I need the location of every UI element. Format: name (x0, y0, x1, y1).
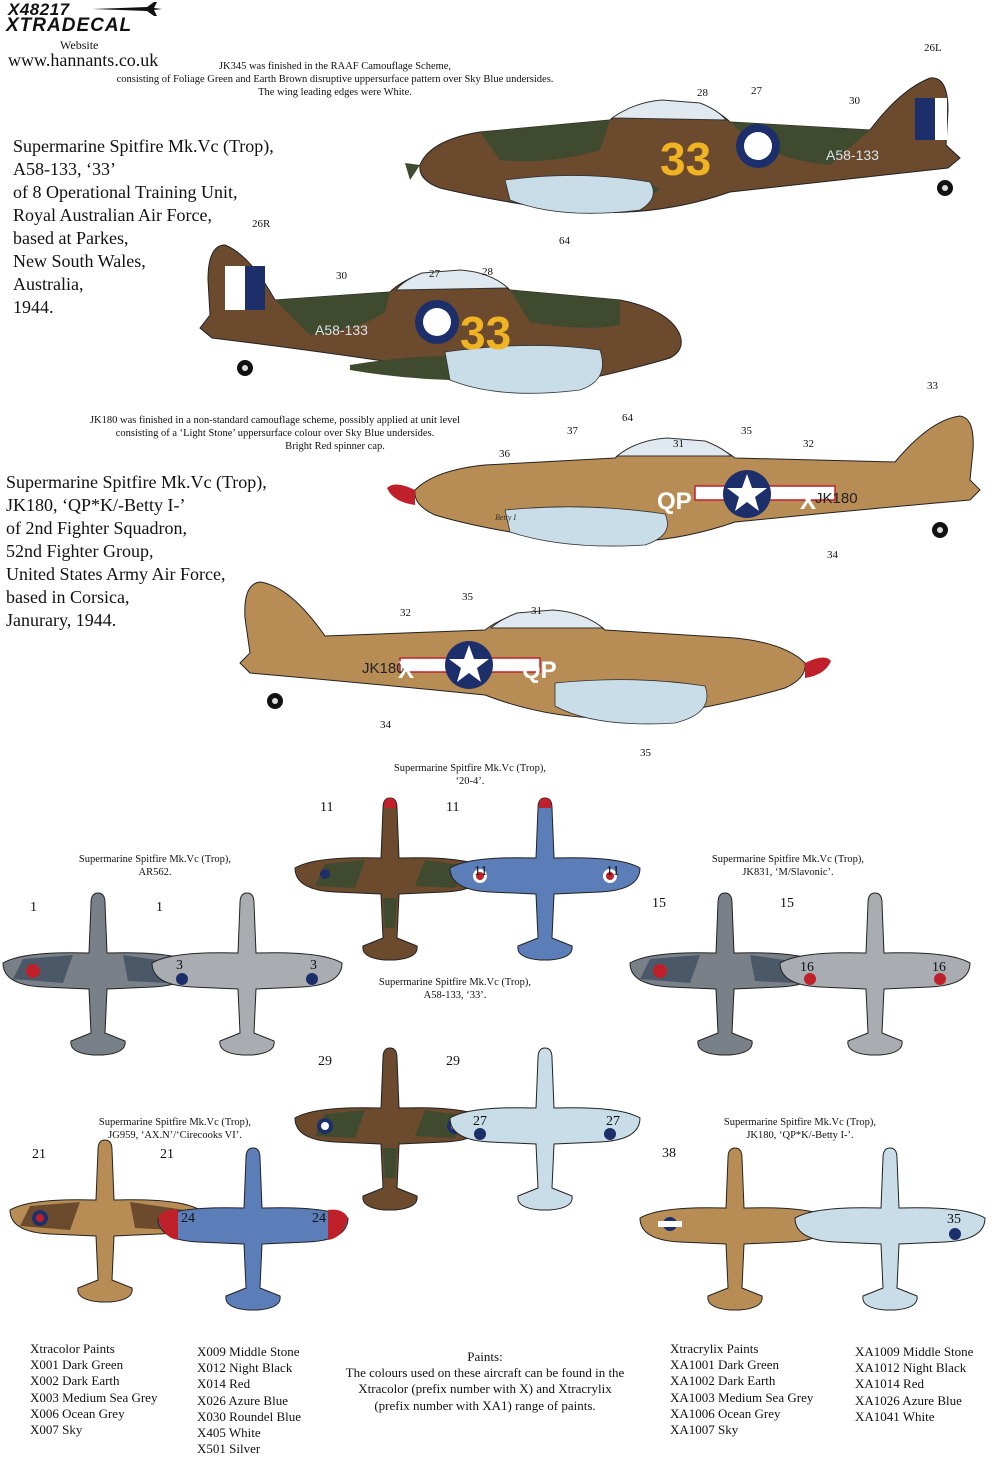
num-a58-bot-l: 27 (473, 1114, 487, 1129)
serial-usaaf-left: JK180 (815, 490, 858, 507)
num-ar562-top-r: 1 (156, 900, 163, 915)
caption-jg959: Supermarine Spitfire Mk.Vc (Trop), JG959, ‘AX.N’/‘Cirecooks VI’. (98, 1117, 252, 1141)
code-x-right: X (398, 657, 415, 684)
profile-raaf-right (200, 240, 700, 410)
callout-28b: 28 (482, 266, 493, 278)
paints-xtracolor-2: X009 Middle Stone X012 Night Black X014 Red X026 Azure Blue X030 Roundel Blue X405 White X501 Silver (197, 1344, 301, 1457)
num-204-bot-l: 11 (474, 864, 488, 879)
website-url[interactable]: www.hannants.co.uk (8, 50, 159, 70)
brand-logo: XTRADECAL (6, 15, 133, 36)
callout-32d: 32 (400, 607, 411, 619)
callout-64: 64 (559, 235, 570, 247)
callout-35d: 35 (462, 591, 473, 603)
plan-ar562-bottom (152, 893, 342, 1055)
paints-info: Paints: The colours used on these aircraft can be found in the Xtracolor (prefix number with X) and Xtracrylix (prefix number with XA1) range of paints. (345, 1349, 625, 1413)
note-jk180: JK180 was finished in a non-standard camouflage scheme, possibly applied at unit level consisting of a ‘Light Stone’ uppersurface colour over Sky Blue undersides. Bright Red spinner cap. (89, 415, 461, 452)
paints-xtracrylix: Xtracrylix Paints XA1001 Dark Green XA1002 Dark Earth XA1003 Medium Sea Grey XA1006 Ocean Grey XA1007 Sky (670, 1341, 814, 1438)
title-usaaf: Supermarine Spitfire Mk.Vc (Trop), JK180, ‘QP*K/-Betty I-’ of 2nd Fighter Squadron, 52nd Fighter Group, United States Army Air Force, based in Corsica, Janurary, 1944. (6, 472, 267, 630)
note-jk345: JK345 was finished in the RAAF Camouflage Scheme, consisting of Foliage Green and Earth Brown disruptive uppersurface pattern over Sky Blue undersides. The wing leading edges were White. (116, 61, 554, 98)
website-label: Website (60, 38, 99, 52)
callout-35c: 35 (741, 425, 752, 437)
aircraft-logo-icon (92, 2, 162, 16)
num-jk180-bot: 35 (947, 1212, 961, 1227)
plan-jk180-bottom (795, 1148, 985, 1310)
num-ar562-bot-r: 3 (310, 958, 317, 973)
callout-37c: 37 (567, 425, 578, 437)
serial-raaf-right: A58-133 (315, 322, 368, 338)
paints-xtracolor: Xtracolor Paints X001 Dark Green X002 Dark Earth X003 Medium Sea Grey X006 Ocean Grey X007 Sky (30, 1341, 158, 1438)
nose-art-left: Betty I (495, 513, 517, 522)
serial-usaaf-right: JK180 (362, 660, 405, 677)
callout-27: 27 (751, 85, 762, 97)
num-jk831-top-l: 15 (652, 896, 666, 911)
num-jk831-bot-l: 16 (800, 960, 814, 975)
num-jk180-top: 38 (662, 1146, 676, 1161)
num-204-top-r: 11 (446, 800, 460, 815)
callout-34d: 34 (380, 719, 391, 731)
num-ar562-bot-l: 3 (176, 958, 183, 973)
num-jg959-top-l: 21 (32, 1147, 46, 1162)
num-ar562-top-l: 1 (30, 900, 37, 915)
num-jg959-bot-r: 24 (312, 1211, 326, 1226)
callout-31d: 31 (531, 605, 542, 617)
callout-64b: 64 (622, 412, 633, 424)
num-jk831-top-r: 15 (780, 896, 794, 911)
title-raaf: Supermarine Spitfire Mk.Vc (Trop), A58-133, ‘33’ of 8 Operational Training Unit, Royal Australian Air Force, based at Parkes, New South Wales, Australia, 1944. (13, 136, 274, 317)
num-jk831-bot-r: 16 (932, 960, 946, 975)
callout-28: 28 (697, 87, 708, 99)
code-33-raaf-right: 33 (460, 307, 512, 359)
num-204-top-l: 11 (320, 800, 334, 815)
caption-jk180: Supermarine Spitfire Mk.Vc (Trop), JK180, ‘QP*K/-Betty I-’. (723, 1117, 877, 1141)
num-a58-top-r: 29 (446, 1054, 460, 1069)
plan-jg959-bottom (158, 1148, 348, 1310)
callout-26l: 26L (924, 42, 942, 54)
code-x-left: X (800, 488, 817, 515)
caption-a58: Supermarine Spitfire Mk.Vc (Trop), A58-133, ‘33’. (378, 977, 532, 1001)
callout-34c: 34 (827, 549, 838, 561)
callout-30: 30 (849, 95, 860, 107)
paints-xtracrylix-2: XA1009 Middle Stone XA1012 Night Black XA1014 Red XA1026 Azure Blue XA1041 White (855, 1344, 974, 1424)
caption-204: Supermarine Spitfire Mk.Vc (Trop), ‘20-4’. (393, 763, 547, 787)
code-33-raaf-left: 33 (660, 133, 712, 185)
caption-jk831: Supermarine Spitfire Mk.Vc (Trop), JK831, ‘M/Slavonic’. (711, 854, 865, 878)
callout-35d2: 35 (640, 747, 651, 759)
callout-31c: 31 (673, 438, 684, 450)
serial-raaf-left: A58-133 (826, 147, 879, 163)
num-a58-bot-r: 27 (606, 1114, 620, 1129)
code-qp-right: QP (522, 657, 557, 684)
callout-30b: 30 (336, 270, 347, 282)
callout-27b: 27 (429, 268, 440, 280)
num-jg959-top-r: 21 (160, 1147, 174, 1162)
num-a58-top-l: 29 (318, 1054, 332, 1069)
product-code: X48217 (8, 0, 70, 19)
code-qp-left: QP (657, 488, 692, 515)
callout-26r: 26R (252, 218, 271, 230)
callout-32c: 32 (803, 438, 814, 450)
callout-33c: 33 (927, 380, 938, 392)
num-204-bot-r: 11 (606, 864, 620, 879)
num-jg959-bot-l: 24 (181, 1211, 195, 1226)
caption-ar562: Supermarine Spitfire Mk.Vc (Trop), AR562. (78, 854, 232, 878)
callout-36c: 36 (499, 448, 510, 460)
